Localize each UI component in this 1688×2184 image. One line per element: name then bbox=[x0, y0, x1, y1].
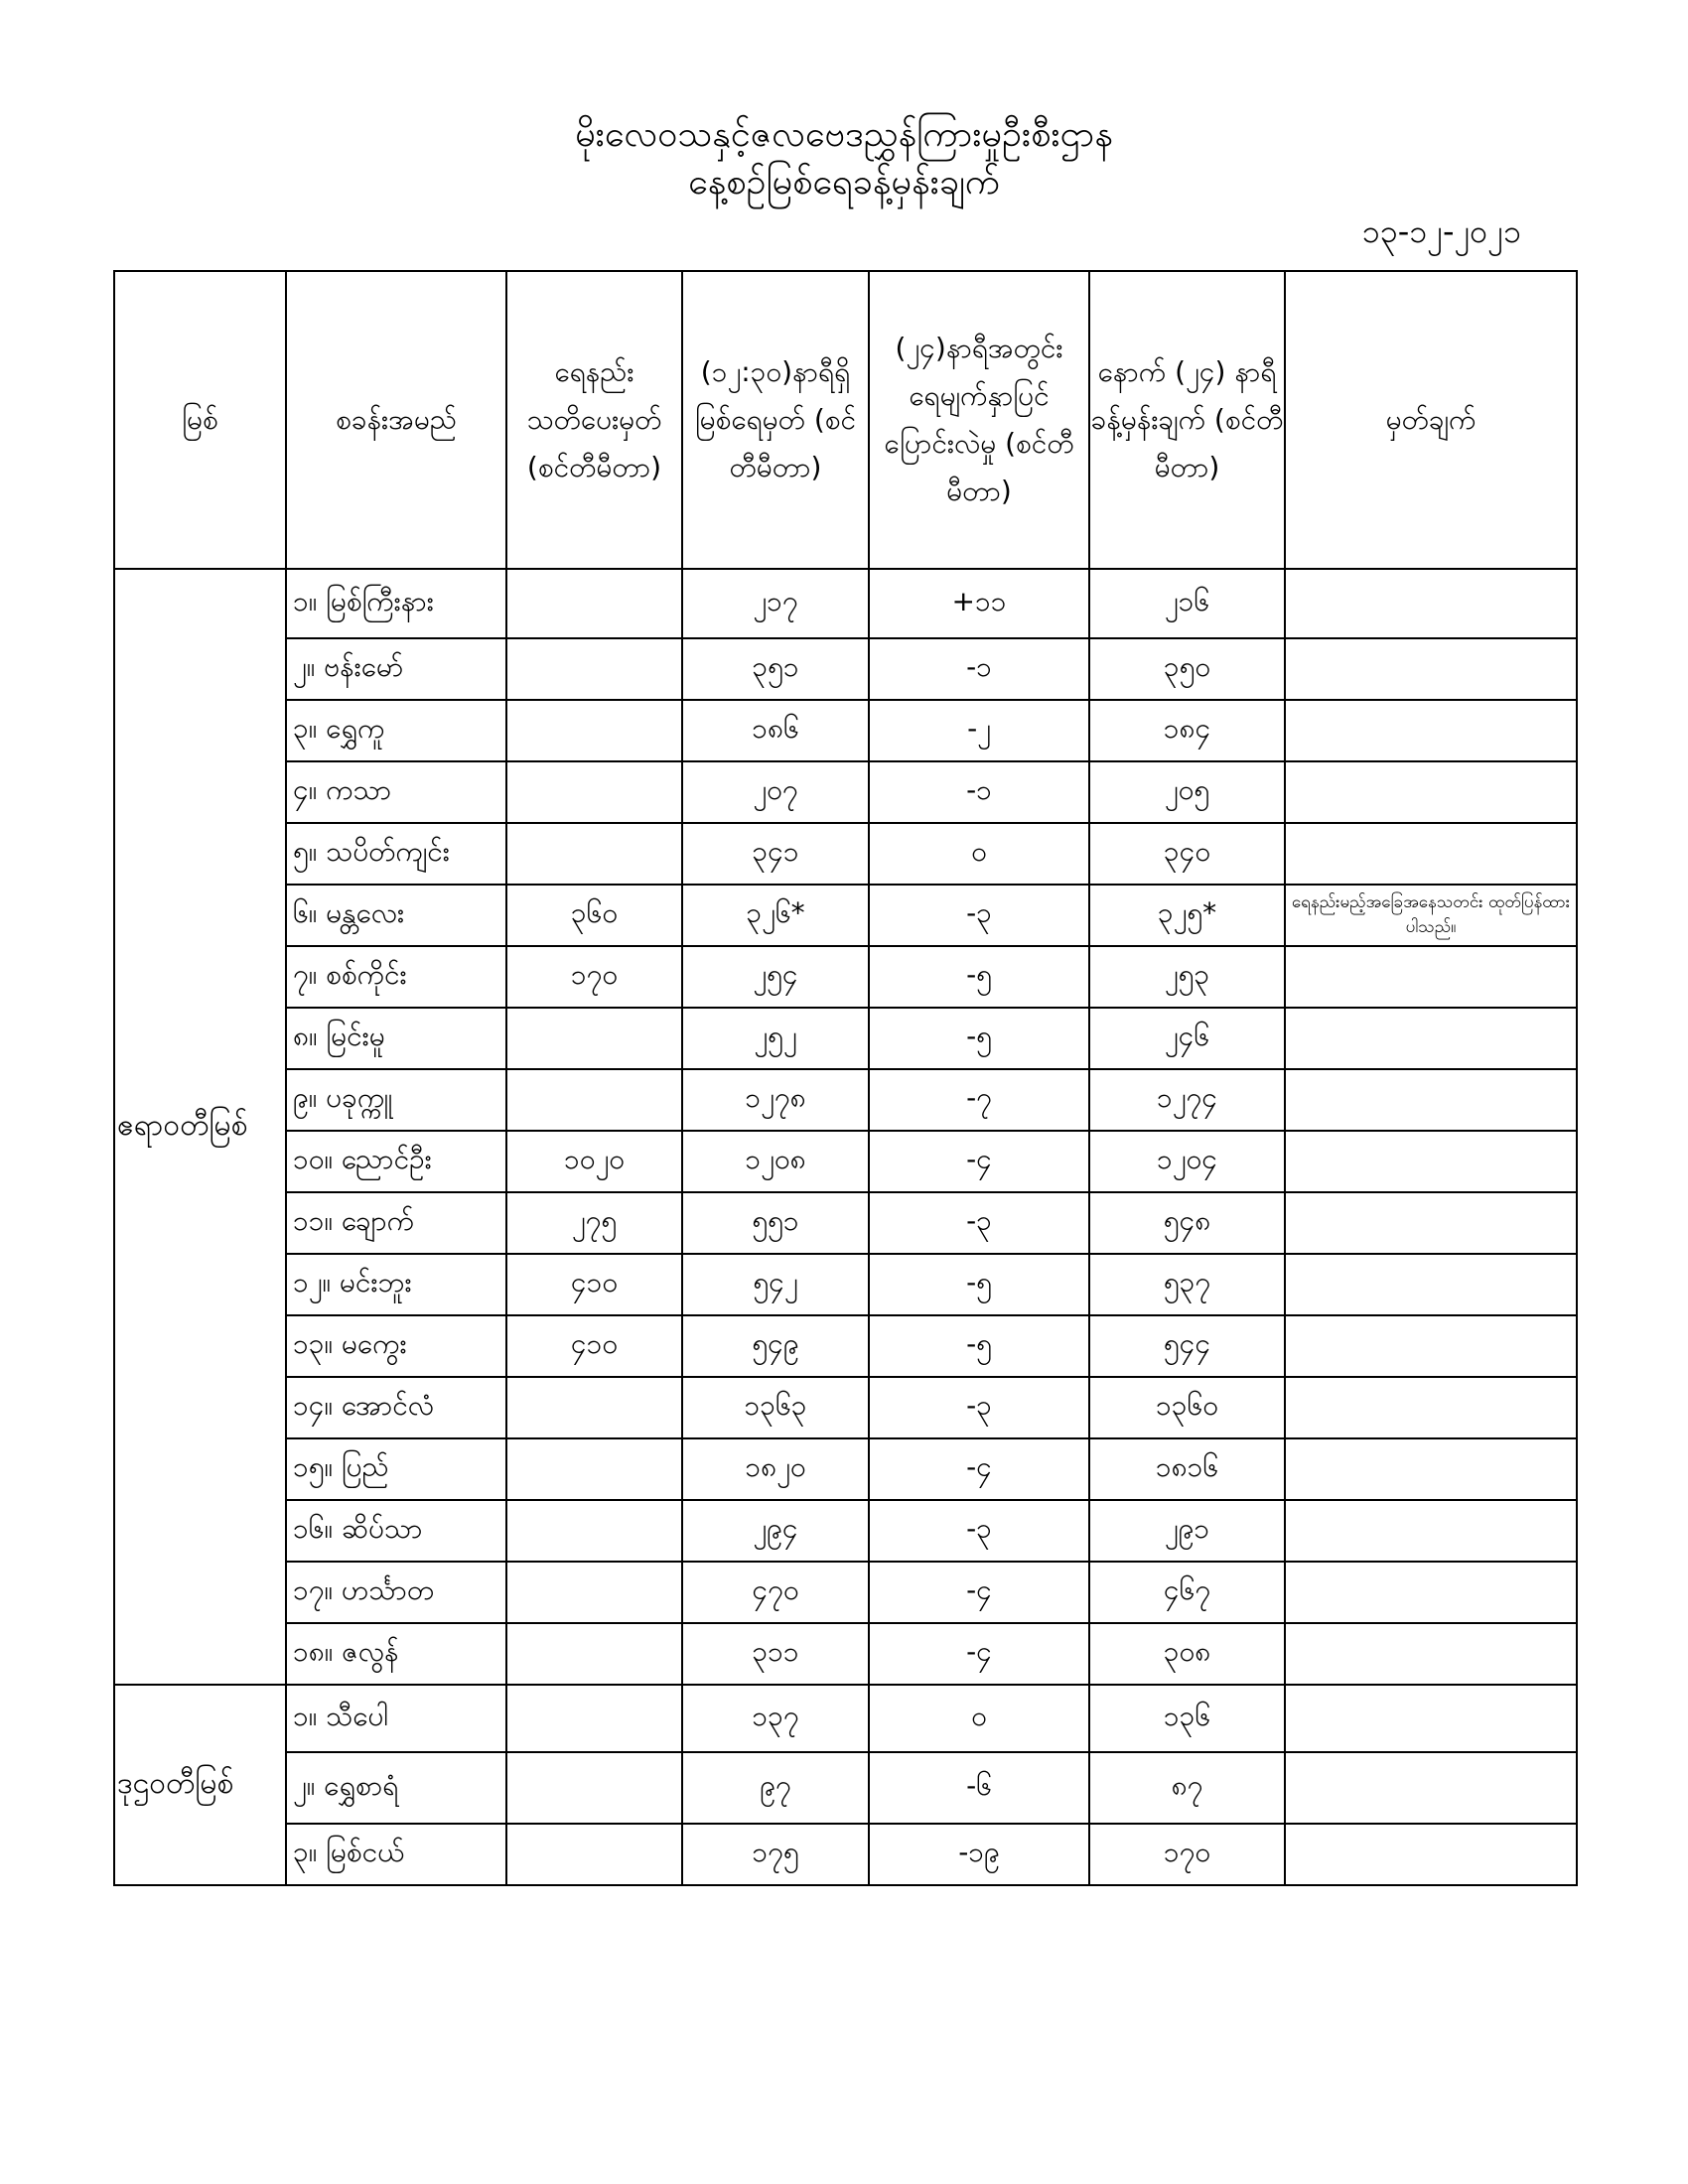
change-24h-cell: -၃ bbox=[869, 1500, 1089, 1562]
change-24h-cell: -၅ bbox=[869, 1315, 1089, 1377]
forecast-cell: ၃၂၅* bbox=[1089, 885, 1285, 946]
station-name-cell: ၂။ ဗန်းမော် bbox=[286, 638, 506, 700]
river-name-cell: ဒုဌဝတီမြစ် bbox=[114, 1685, 286, 1885]
change-24h-cell: -၆ bbox=[869, 1752, 1089, 1824]
current-level-cell: ၁၈၂၀ bbox=[682, 1438, 869, 1500]
table-row bbox=[114, 638, 1577, 700]
current-level-cell: ၄၇၀ bbox=[682, 1562, 869, 1623]
station-name-cell: ၁၂။ မင်းဘူး bbox=[286, 1254, 506, 1315]
danger-level-cell: ၁၇၀ bbox=[506, 946, 682, 1008]
remark-cell bbox=[1285, 1685, 1577, 1752]
change-24h-cell: -၃ bbox=[869, 1192, 1089, 1254]
report-date: ၁၃-၁၂-၂၀၂၁ bbox=[1361, 212, 1521, 250]
station-name-cell: ၄။ ကသာ bbox=[286, 761, 506, 823]
page-title: မိုးလေဝသနှင့်ဇလဗေဒညွှန်ကြားမှုဦးစီးဌာန bbox=[575, 114, 1113, 155]
current-level-cell: ၂၁၇ bbox=[682, 569, 869, 638]
remark-cell bbox=[1285, 569, 1577, 638]
forecast-cell: ၁၂၇၄ bbox=[1089, 1069, 1285, 1131]
table-row bbox=[114, 1562, 1577, 1623]
station-name-cell: ၇။ စစ်ကိုင်း bbox=[286, 946, 506, 1008]
danger-level-cell bbox=[506, 700, 682, 761]
forecast-cell: ၁၈၄ bbox=[1089, 700, 1285, 761]
forecast-cell: ၄၆၇ bbox=[1089, 1562, 1285, 1623]
forecast-cell: ၁၃၆ bbox=[1089, 1685, 1285, 1752]
change-24h-cell: -၄ bbox=[869, 1623, 1089, 1685]
remark-cell bbox=[1285, 946, 1577, 1008]
remark-cell bbox=[1285, 1438, 1577, 1500]
header-station: စခန်းအမည် bbox=[286, 271, 506, 569]
change-24h-cell: -၁ bbox=[869, 638, 1089, 700]
danger-level-cell bbox=[506, 1377, 682, 1438]
header-remarks: မှတ်ချက် bbox=[1285, 271, 1577, 569]
table-row bbox=[114, 1315, 1577, 1377]
change-24h-cell: -၃ bbox=[869, 1377, 1089, 1438]
header-forecast-24h: နောက် (၂၄) နာရီ ခန့်မှန်းချက် (စင်တီမီတာ) bbox=[1089, 271, 1285, 569]
table-row bbox=[114, 569, 1577, 638]
forecast-cell: ၃၄၀ bbox=[1089, 823, 1285, 885]
forecast-cell: ၅၄၈ bbox=[1089, 1192, 1285, 1254]
table-header-row bbox=[114, 271, 1577, 569]
current-level-cell: ၁၂၇၈ bbox=[682, 1069, 869, 1131]
remark-cell bbox=[1285, 1824, 1577, 1885]
danger-level-cell: ၂၇၅ bbox=[506, 1192, 682, 1254]
page-subtitle: နေ့စဉ်မြစ်ရေခန့်မှန်းချက် bbox=[688, 162, 1000, 203]
forecast-cell: ၂၁၆ bbox=[1089, 569, 1285, 638]
station-name-cell: ၁။ သီပေါ bbox=[286, 1685, 506, 1752]
current-level-cell: ၉၇ bbox=[682, 1752, 869, 1824]
danger-level-cell bbox=[506, 1562, 682, 1623]
station-name-cell: ၃။ မြစ်ငယ် bbox=[286, 1824, 506, 1885]
station-name-cell: ၂။ ရွှေစာရံ bbox=[286, 1752, 506, 1824]
station-name-cell: ၁၆။ ဆိပ်သာ bbox=[286, 1500, 506, 1562]
remark-cell bbox=[1285, 638, 1577, 700]
change-24h-cell: -၅ bbox=[869, 946, 1089, 1008]
current-level-cell: ၃၄၁ bbox=[682, 823, 869, 885]
change-24h-cell: ၀ bbox=[869, 1685, 1089, 1752]
current-level-cell: ၂၉၄ bbox=[682, 1500, 869, 1562]
header-danger-level: ရေနည်း သတိပေးမှတ် (စင်တီမီတာ) bbox=[506, 271, 682, 569]
forecast-cell: ၅၄၄ bbox=[1089, 1315, 1285, 1377]
current-level-cell: ၃၁၁ bbox=[682, 1623, 869, 1685]
current-level-cell: ၁၇၅ bbox=[682, 1824, 869, 1885]
remark-cell bbox=[1285, 1500, 1577, 1562]
station-name-cell: ၁၄။ အောင်လံ bbox=[286, 1377, 506, 1438]
table-row bbox=[114, 1685, 1577, 1752]
remark-cell bbox=[1285, 1069, 1577, 1131]
current-level-cell: ၁၈၆ bbox=[682, 700, 869, 761]
change-24h-cell: -၃ bbox=[869, 885, 1089, 946]
forecast-cell: ၃၀၈ bbox=[1089, 1623, 1285, 1685]
header-river: မြစ် bbox=[114, 271, 286, 569]
table-row bbox=[114, 1438, 1577, 1500]
forecast-cell: ၈၇ bbox=[1089, 1752, 1285, 1824]
table-row bbox=[114, 946, 1577, 1008]
table-row bbox=[114, 1254, 1577, 1315]
table-row bbox=[114, 761, 1577, 823]
header-change-24h: (၂၄)နာရီအတွင်း ရေမျက်နှာပြင် ပြောင်းလဲမှု (စင်တီမီတာ) bbox=[869, 271, 1089, 569]
remark-cell bbox=[1285, 823, 1577, 885]
remark-cell bbox=[1285, 1315, 1577, 1377]
station-name-cell: ၃။ ရွှေကူ bbox=[286, 700, 506, 761]
table-row bbox=[114, 700, 1577, 761]
danger-level-cell bbox=[506, 1069, 682, 1131]
table-row bbox=[114, 1377, 1577, 1438]
forecast-cell: ၅၃၇ bbox=[1089, 1254, 1285, 1315]
forecast-cell: ၁၈၁၆ bbox=[1089, 1438, 1285, 1500]
remark-cell bbox=[1285, 1377, 1577, 1438]
change-24h-cell: -၄ bbox=[869, 1562, 1089, 1623]
current-level-cell: ၂၀၇ bbox=[682, 761, 869, 823]
current-level-cell: ၅၄၂ bbox=[682, 1254, 869, 1315]
danger-level-cell: ၄၁၀ bbox=[506, 1254, 682, 1315]
table-row bbox=[114, 1008, 1577, 1069]
change-24h-cell: -၁၉ bbox=[869, 1824, 1089, 1885]
forecast-cell: ၂၉၁ bbox=[1089, 1500, 1285, 1562]
current-level-cell: ၅၅၁ bbox=[682, 1192, 869, 1254]
forecast-cell: ၂၄၆ bbox=[1089, 1008, 1285, 1069]
forecast-cell: ၁၃၆၀ bbox=[1089, 1377, 1285, 1438]
current-level-cell: ၁၃၇ bbox=[682, 1685, 869, 1752]
danger-level-cell bbox=[506, 823, 682, 885]
table-row bbox=[114, 1069, 1577, 1131]
danger-level-cell: ၄၁၀ bbox=[506, 1315, 682, 1377]
table-row bbox=[114, 1623, 1577, 1685]
river-forecast-table bbox=[113, 270, 1578, 1886]
current-level-cell: ၁၃၆၃ bbox=[682, 1377, 869, 1438]
current-level-cell: ၃၅၁ bbox=[682, 638, 869, 700]
station-name-cell: ၆။ မန္တလေး bbox=[286, 885, 506, 946]
danger-level-cell bbox=[506, 569, 682, 638]
table-row bbox=[114, 1824, 1577, 1885]
change-24h-cell: -၅ bbox=[869, 1008, 1089, 1069]
remark-cell bbox=[1285, 1752, 1577, 1824]
forecast-cell: ၃၅၀ bbox=[1089, 638, 1285, 700]
station-name-cell: ၁၃။ မကွေး bbox=[286, 1315, 506, 1377]
station-name-cell: ၁၀။ ညောင်ဦး bbox=[286, 1131, 506, 1192]
station-name-cell: ၅။ သပိတ်ကျင်း bbox=[286, 823, 506, 885]
remark-cell bbox=[1285, 1254, 1577, 1315]
change-24h-cell: -၇ bbox=[869, 1069, 1089, 1131]
change-24h-cell: -၁ bbox=[869, 761, 1089, 823]
station-name-cell: ၁။ မြစ်ကြီးနား bbox=[286, 569, 506, 638]
table-row bbox=[114, 1192, 1577, 1254]
remark-cell bbox=[1285, 1562, 1577, 1623]
forecast-cell: ၂၀၅ bbox=[1089, 761, 1285, 823]
change-24h-cell: ၀ bbox=[869, 823, 1089, 885]
danger-level-cell bbox=[506, 638, 682, 700]
danger-level-cell bbox=[506, 1008, 682, 1069]
change-24h-cell: -၂ bbox=[869, 700, 1089, 761]
forecast-cell: ၂၅၃ bbox=[1089, 946, 1285, 1008]
remark-cell bbox=[1285, 1192, 1577, 1254]
forecast-cell: ၁၂၀၄ bbox=[1089, 1131, 1285, 1192]
change-24h-cell: +၁၁ bbox=[869, 569, 1089, 638]
current-level-cell: ၂၅၄ bbox=[682, 946, 869, 1008]
remark-cell bbox=[1285, 1623, 1577, 1685]
table-row bbox=[114, 1131, 1577, 1192]
station-name-cell: ၁၇။ ဟင်္သာတ bbox=[286, 1562, 506, 1623]
forecast-cell: ၁၇၀ bbox=[1089, 1824, 1285, 1885]
current-level-cell: ၃၂၆* bbox=[682, 885, 869, 946]
remark-cell: ရေနည်းမည့်အခြေအနေသတင်း ထုတ်ပြန်ထားပါသည်။ bbox=[1285, 885, 1577, 946]
station-name-cell: ၁၁။ ချောက် bbox=[286, 1192, 506, 1254]
danger-level-cell bbox=[506, 1752, 682, 1824]
table-row bbox=[114, 1500, 1577, 1562]
remark-cell bbox=[1285, 1008, 1577, 1069]
current-level-cell: ၂၅၂ bbox=[682, 1008, 869, 1069]
station-name-cell: ၁၈။ ဇလွန် bbox=[286, 1623, 506, 1685]
table-row bbox=[114, 823, 1577, 885]
current-level-cell: ၅၄၉ bbox=[682, 1315, 869, 1377]
table-body bbox=[114, 569, 1577, 1885]
header-current-level: (၁၂:၃၀)နာရီရှိ မြစ်ရေမှတ် (စင်တီမီတာ) bbox=[682, 271, 869, 569]
danger-level-cell bbox=[506, 1824, 682, 1885]
danger-level-cell: ၃၆၀ bbox=[506, 885, 682, 946]
station-name-cell: ၁၅။ ပြည် bbox=[286, 1438, 506, 1500]
remark-cell bbox=[1285, 700, 1577, 761]
danger-level-cell bbox=[506, 1623, 682, 1685]
change-24h-cell: -၅ bbox=[869, 1254, 1089, 1315]
remark-cell bbox=[1285, 1131, 1577, 1192]
danger-level-cell bbox=[506, 1438, 682, 1500]
remark-cell bbox=[1285, 761, 1577, 823]
station-name-cell: ၈။ မြင်းမူ bbox=[286, 1008, 506, 1069]
table-row bbox=[114, 885, 1577, 946]
current-level-cell: ၁၂၀၈ bbox=[682, 1131, 869, 1192]
table-row bbox=[114, 1752, 1577, 1824]
change-24h-cell: -၄ bbox=[869, 1438, 1089, 1500]
danger-level-cell bbox=[506, 1500, 682, 1562]
station-name-cell: ၉။ ပခုက္ကူ bbox=[286, 1069, 506, 1131]
change-24h-cell: -၄ bbox=[869, 1131, 1089, 1192]
danger-level-cell bbox=[506, 761, 682, 823]
danger-level-cell bbox=[506, 1685, 682, 1752]
danger-level-cell: ၁၀၂၀ bbox=[506, 1131, 682, 1192]
river-name-cell: ဧရာဝတီမြစ် bbox=[114, 569, 286, 1685]
